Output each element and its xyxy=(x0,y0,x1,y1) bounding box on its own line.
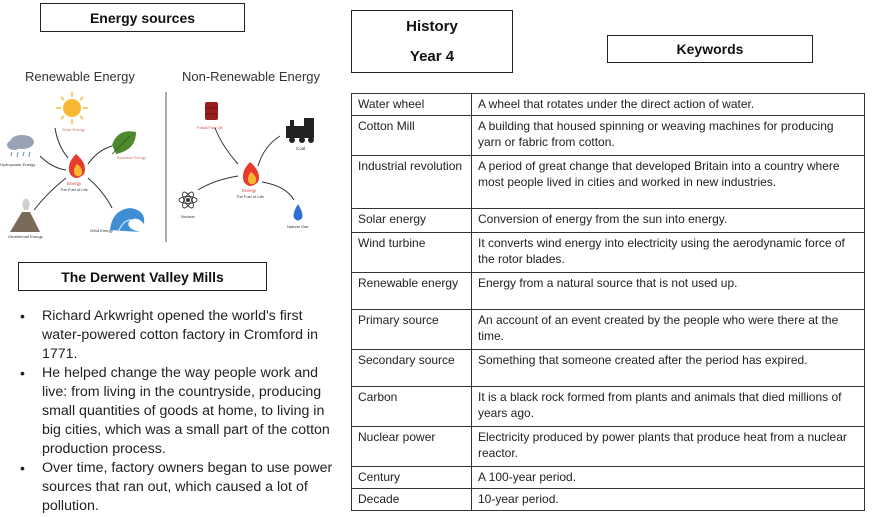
energy-sources-title xyxy=(40,3,245,32)
rain-cloud-icon xyxy=(7,135,34,157)
keyword-definition: It is a black rock formed from plants and animals that died millions of years ago. xyxy=(472,387,865,427)
table-row xyxy=(352,116,865,156)
coal-label: Coal xyxy=(296,146,306,151)
year-title: Year 4 xyxy=(409,47,455,65)
oil-barrel-icon xyxy=(205,102,218,120)
table-row xyxy=(352,273,865,310)
derwent-valley-title xyxy=(18,262,267,291)
table-row xyxy=(352,94,865,116)
fuel-right-label: The Fuel of Life xyxy=(236,194,264,199)
leaf-icon xyxy=(112,131,136,154)
table-row xyxy=(352,467,865,489)
bullet-item: • Over time, factory owners began to use power sources that ran out, which caused a lot of pollution. xyxy=(18,459,338,516)
keyword-term: Nuclear power xyxy=(352,427,472,467)
nuclear-label: Nuclear xyxy=(181,214,195,219)
table-row xyxy=(352,350,865,387)
keywords-table xyxy=(351,93,865,511)
keyword-definition: Conversion of energy from the sun into energy. xyxy=(472,209,865,233)
nonrenewable-heading: Non-Renewable Energy xyxy=(182,69,321,84)
table-row xyxy=(352,387,865,427)
subject-box xyxy=(351,10,513,73)
energy-right-label: Energy xyxy=(242,188,257,193)
geothermal-label: Geothermal Energy xyxy=(8,234,43,239)
flame-icon xyxy=(69,154,85,178)
fuel-left-label: The Fuel of Life xyxy=(60,187,88,192)
keyword-term: Secondary source xyxy=(352,350,472,387)
keyword-term: Carbon xyxy=(352,387,472,427)
keyword-term: Cotton Mill xyxy=(352,116,472,156)
gas-drop-icon xyxy=(294,204,303,221)
gas-label: Natural Gas xyxy=(287,224,309,229)
keyword-definition: A wheel that rotates under the direct action of water. xyxy=(472,94,865,116)
keyword-definition: An account of an event created by the people who were there at the time. xyxy=(472,310,865,350)
bullet-item: • He helped change the way people work and live: from living in the countryside, producing small quantities of goods at home, to living in big cities, which was a small part of the cotton production process. xyxy=(18,364,338,459)
volcano-icon xyxy=(10,198,40,232)
keyword-term: Renewable energy xyxy=(352,273,472,310)
keyword-term: Wind turbine xyxy=(352,233,472,273)
bullet-item: • Richard Arkwright opened the world's first water-powered cotton factory in Cromford in 1771. xyxy=(18,307,338,364)
energy-sources-diagram xyxy=(0,60,330,250)
fossil-label: Fossil Fuel Oil xyxy=(197,125,223,130)
energy-sources-title-text: Energy sources xyxy=(89,9,196,26)
keyword-definition: It converts wind energy into electricity using the aerodynamic force of the rotor blades. xyxy=(472,233,865,273)
table-row xyxy=(352,427,865,467)
subject-title: History xyxy=(406,17,458,35)
keyword-definition: A period of great change that developed Britain into a country where most people lived in cities and worked in new industries. xyxy=(472,156,865,209)
flame-icon-right xyxy=(243,162,259,186)
keyword-definition: Electricity produced by power plants that produce heat from a nuclear reactor. xyxy=(472,427,865,467)
energy-left-label: Energy xyxy=(67,181,82,186)
table-row xyxy=(352,310,865,350)
hydropower-label: Hydropower Energy xyxy=(0,162,36,167)
keywords-title xyxy=(607,35,813,63)
keyword-term: Primary source xyxy=(352,310,472,350)
table-row xyxy=(352,233,865,273)
wind-label: Wind Energy xyxy=(90,228,113,233)
renewable-heading: Renewable Energy xyxy=(25,69,135,84)
keyword-term: Water wheel xyxy=(352,94,472,116)
derwent-bullet-list xyxy=(18,307,338,516)
keyword-term: Decade xyxy=(352,489,472,511)
sun-icon xyxy=(56,92,88,124)
keyword-term: Solar energy xyxy=(352,209,472,233)
keyword-definition: Something that someone created after the period has expired. xyxy=(472,350,865,387)
keyword-definition: 10-year period. xyxy=(472,489,865,511)
biomass-label: Biomass Energy xyxy=(117,155,147,160)
keyword-term: Century xyxy=(352,467,472,489)
keyword-definition: A building that housed spinning or weaving machines for producing yarn or fabric from cotton. xyxy=(472,116,865,156)
keyword-definition: Energy from a natural source that is not used up. xyxy=(472,273,865,310)
wave-icon xyxy=(110,208,144,232)
keywords-title-text: Keywords xyxy=(676,41,744,57)
train-icon xyxy=(286,118,314,143)
derwent-valley-title-text: The Derwent Valley Mills xyxy=(61,268,224,285)
keyword-definition: A 100-year period. xyxy=(472,467,865,489)
table-row xyxy=(352,209,865,233)
keyword-term: Industrial revolution xyxy=(352,156,472,209)
atom-icon xyxy=(179,190,197,209)
table-row xyxy=(352,156,865,209)
table-row xyxy=(352,489,865,511)
solar-label: Solar Energy xyxy=(62,127,86,132)
